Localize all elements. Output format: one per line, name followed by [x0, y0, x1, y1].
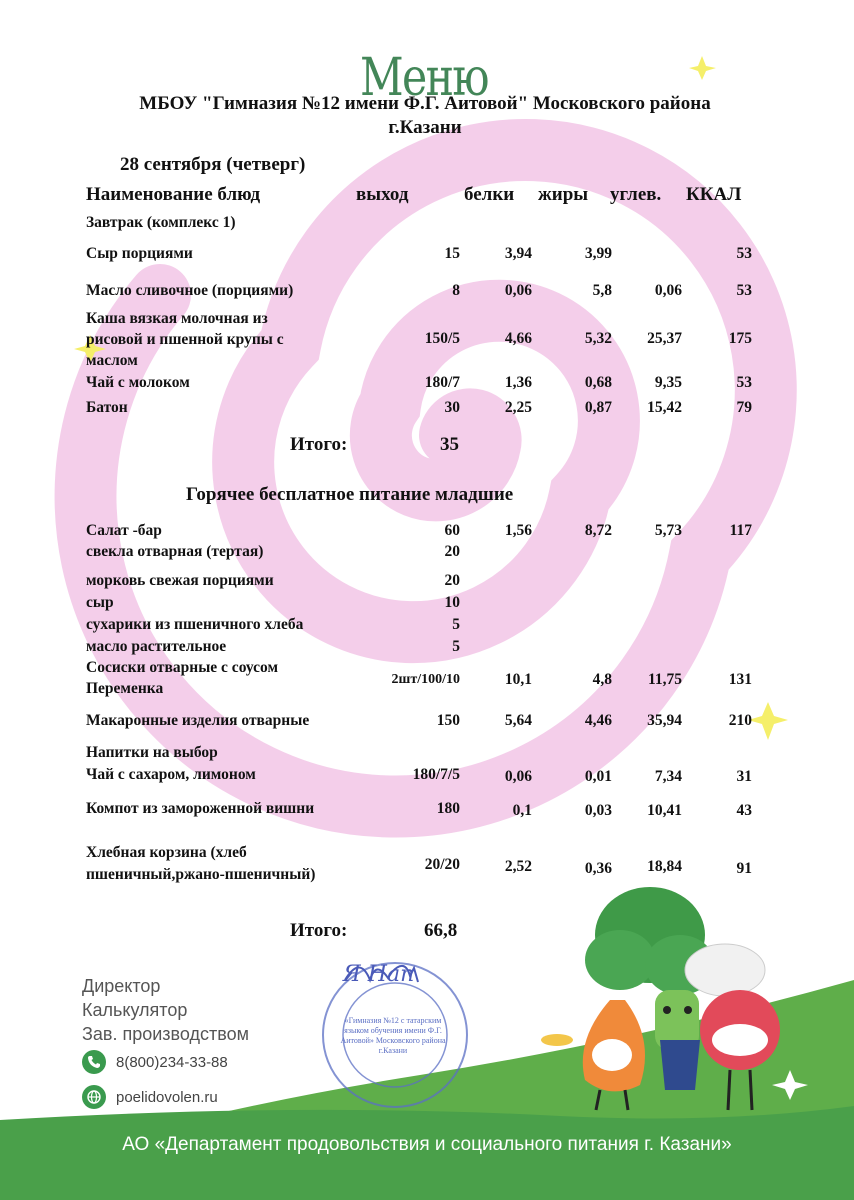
dish-carbs: 11,75: [647, 671, 682, 688]
dish-yield: 15: [444, 245, 460, 262]
dish-name: свекла отварная (тертая): [86, 543, 264, 560]
breakfast-total-label: Итого:: [290, 434, 348, 455]
dish-yield: 20: [444, 572, 460, 589]
dish-yield: 5: [452, 616, 460, 633]
dish-fat: 8,72: [584, 522, 612, 539]
menu-date: 28 сентября (четверг): [120, 154, 306, 175]
lunch-total-value: 66,8: [424, 920, 458, 941]
dish-yield: 2шт/100/10: [391, 672, 460, 687]
dish-kcal: 53: [736, 245, 752, 262]
dish-carbs: 5,73: [654, 522, 682, 539]
dish-fat: 0,03: [584, 802, 612, 819]
dish-name: масло растительное: [86, 638, 227, 655]
dish-yield: 180: [436, 800, 460, 817]
dish-protein: 0,06: [504, 282, 532, 299]
dish-kcal: 131: [728, 671, 752, 688]
phone-icon: [82, 1050, 106, 1074]
role-calculator: Калькулятор: [82, 1000, 188, 1020]
dish-yield: 20: [444, 543, 460, 560]
dish-name: Макаронные изделия отварные: [86, 712, 310, 729]
dish-fat: 5,32: [584, 330, 612, 347]
dish-fat: 3,99: [584, 245, 612, 262]
dish-kcal: 53: [736, 282, 752, 299]
dish-yield: 30: [444, 399, 460, 416]
organization-name: АО «Департамент продовольствия и социального питания г. Казани»: [122, 1134, 732, 1155]
dish-name: Салат -бар: [86, 522, 162, 539]
role-production-head: Зав. производством: [82, 1024, 249, 1044]
dish-protein: 0,1: [512, 802, 532, 819]
dish-yield: 150/5: [424, 330, 460, 347]
dish-name: Переменка: [86, 680, 164, 697]
dish-kcal: 210: [728, 712, 752, 729]
col-header-name: Наименование блюд: [86, 184, 261, 205]
dish-yield: 180/7/5: [412, 766, 460, 783]
dish-carbs: 35,94: [647, 712, 682, 729]
dish-name: Чай с сахаром, лимоном: [86, 766, 256, 783]
dish-yield: 8: [452, 282, 460, 299]
dish-name: морковь свежая порциями: [86, 572, 274, 589]
dish-fat: 0,01: [584, 768, 612, 785]
dish-fat: 0,87: [584, 399, 612, 416]
dish-yield: 180/7: [424, 374, 460, 391]
dish-yield: 60: [444, 522, 460, 539]
dish-kcal: 43: [736, 802, 752, 819]
dish-carbs: 7,34: [654, 768, 682, 785]
menu-logo-word: Меню: [360, 48, 488, 108]
dish-fat: 0,36: [584, 860, 612, 877]
col-header-protein: белки: [464, 184, 515, 205]
drinks-choice-heading: Напитки на выбор: [86, 744, 218, 761]
breakfast-total-value: 35: [440, 434, 459, 455]
dish-name: пшеничный,ржано-пшеничный): [86, 866, 316, 883]
col-header-kcal: ККАЛ: [686, 184, 742, 205]
dish-name: рисовой и пшенной крупы с: [86, 331, 284, 348]
dish-name: Чай с молоком: [86, 374, 190, 391]
dish-carbs: 10,41: [647, 802, 682, 819]
role-director: Директор: [82, 976, 161, 996]
dish-name: Сосиски отварные с соусом: [86, 659, 279, 676]
stamp-text: «Гимназия №12 с татарским языком обучения имени Ф.Г. Аитовой» Московского района г.Казани: [340, 1016, 446, 1055]
dish-kcal: 91: [736, 860, 752, 877]
dish-kcal: 79: [736, 399, 752, 416]
dish-name: Батон: [86, 399, 128, 416]
dish-yield: 10: [444, 594, 460, 611]
dish-name: Компот из замороженной вишни: [86, 800, 315, 817]
dish-carbs: 15,42: [647, 399, 682, 416]
dish-fat: 5,8: [592, 282, 612, 299]
dish-carbs: 25,37: [647, 330, 682, 347]
phone-contact[interactable]: [82, 1050, 228, 1074]
lunch-title: Горячее бесплатное питание младшие: [186, 484, 514, 505]
website-url: poelidovolen.ru: [116, 1088, 218, 1106]
signature: Я Нап: [343, 962, 415, 987]
dish-protein: 0,06: [504, 768, 532, 785]
dish-name: сыр: [86, 594, 114, 611]
dish-protein: 3,94: [504, 245, 532, 262]
dish-fat: 0,68: [584, 374, 612, 391]
dish-fat: 4,46: [584, 712, 612, 729]
dish-protein: 5,64: [504, 712, 532, 729]
breakfast-title: Завтрак (комплекс 1): [86, 214, 236, 231]
phone-number: 8(800)234-33-88: [116, 1053, 228, 1071]
dish-protein: 1,36: [504, 374, 532, 391]
lunch-total-label: Итого:: [290, 920, 348, 941]
dish-protein: 1,56: [504, 522, 532, 539]
col-header-fat: жиры: [538, 184, 589, 205]
dish-name: Хлебная корзина (хлеб: [86, 844, 247, 861]
dish-protein: 10,1: [504, 671, 532, 688]
dish-carbs: 0,06: [654, 282, 682, 299]
dish-carbs: 18,84: [647, 858, 682, 875]
dish-kcal: 117: [729, 522, 752, 539]
dish-carbs: 9,35: [654, 374, 682, 391]
school-title-line1: МБОУ "Гимназия №12 имени Ф.Г. Аитовой" Московского района: [139, 93, 711, 114]
dish-yield: 20/20: [424, 856, 460, 873]
dish-yield: 5: [452, 638, 460, 655]
dish-yield: 150: [436, 712, 460, 729]
col-header-yield: выход: [356, 184, 409, 205]
dish-name: маслом: [86, 352, 138, 369]
dish-kcal: 53: [736, 374, 752, 391]
col-header-carbs: углев.: [610, 184, 662, 205]
school-title-line2: г.Казани: [388, 117, 462, 138]
dish-name: Каша вязкая молочная из: [86, 310, 268, 327]
dish-protein: 2,52: [504, 858, 532, 875]
dish-name: сухарики из пшеничного хлеба: [86, 616, 304, 633]
dish-name: Масло сливочное (порциями): [86, 282, 294, 299]
dish-protein: 4,66: [504, 330, 532, 347]
dish-name: Сыр порциями: [86, 245, 193, 262]
dish-kcal: 31: [736, 768, 752, 785]
dish-protein: 2,25: [504, 399, 532, 416]
dish-kcal: 175: [728, 330, 752, 347]
dish-fat: 4,8: [592, 671, 612, 688]
